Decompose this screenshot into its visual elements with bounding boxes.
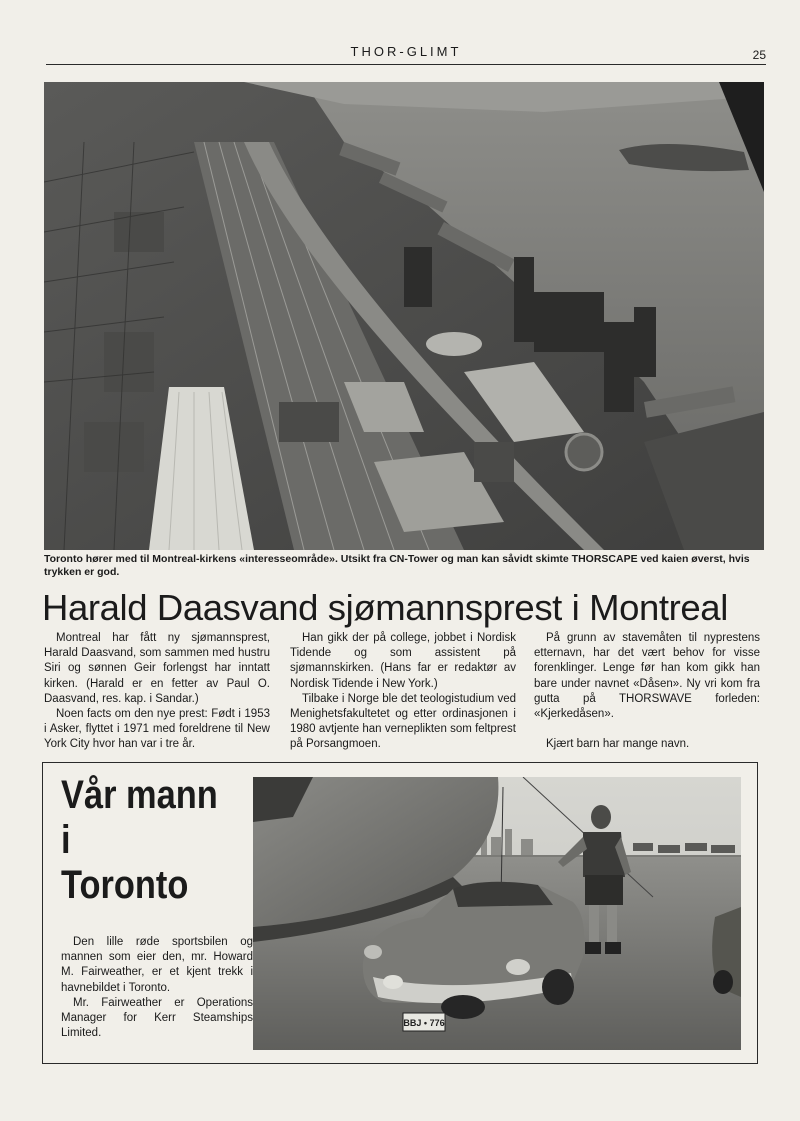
page-number: 25: [752, 48, 766, 62]
article-column-3: [534, 631, 760, 752]
feature-title-line: i: [61, 818, 71, 862]
aerial-toronto-photo: [44, 82, 764, 550]
paragraph: Noen facts om den nye prest: Født i 1953 i Asker, flyttet i 1971 med foreldrene til New York City hvor han var i tre år.: [44, 708, 270, 751]
toronto-feature-box: [42, 762, 758, 1064]
magazine-title: THOR-GLIMT: [350, 44, 462, 59]
feature-title: [61, 773, 233, 908]
feature-text: [61, 935, 253, 1041]
paragraph: Montreal har fått ny sjømannsprest, Harald Daasvand, som sammen med hustru Siri og sønnen Geir forlengst har inntatt kirken. (Harald er en fetter av Paul O. Daasvand, res. kap. i Sandar.): [44, 632, 270, 705]
feature-title-line: Vår mann: [61, 773, 218, 817]
feature-title-line: Toronto: [61, 863, 189, 907]
article-column-1: [44, 631, 270, 753]
paragraph: Han gikk der på college, jobbet i Nordisk Tidende og som assistent på sjømannskirken. (Hans far er redaktør av Nordisk Tidende i New York.): [290, 632, 516, 690]
paragraph: Mr. Fairweather er Operations Manager for Kerr Steamships Limited.: [61, 996, 253, 1040]
paragraph: Kjært barn har mange navn.: [546, 738, 690, 751]
article-column-2: [290, 631, 516, 753]
page-header: [46, 42, 766, 65]
sportscar-photo: [253, 777, 741, 1050]
paragraph: Tilbake i Norge ble det teologistudium ved Menighetsfakultetet og etter ordinasjonen i 1980 avtjente han verneplikten som feltprest på Porsangmoen.: [290, 692, 516, 751]
photo-caption: Toronto hører med til Montreal-kirkens «interesseområde». Utsikt fra CN-Tower og man kan såvidt skimte THORSCAPE ved kaien øverst, hvis trykken er god.: [44, 553, 750, 578]
license-plate: BBJ • 776: [403, 1018, 445, 1028]
article-headline: Harald Daasvand sjømannsprest i Montreal: [42, 587, 728, 628]
paragraph: Den lille røde sportsbilen og mannen som eier den, mr. Howard M. Fairweather, er et kjent trekk i havnebildet i Toronto.: [61, 936, 253, 994]
paragraph: På grunn av stavemåten til nyprestens etternavn, har det vært behov for visse forenklinger. Lenge før han kom gikk han bare under navnet «Dåsen». Ny vri kom fra gutta på THORSWAVE forleden: «Kjerkedåsen».: [534, 632, 760, 721]
